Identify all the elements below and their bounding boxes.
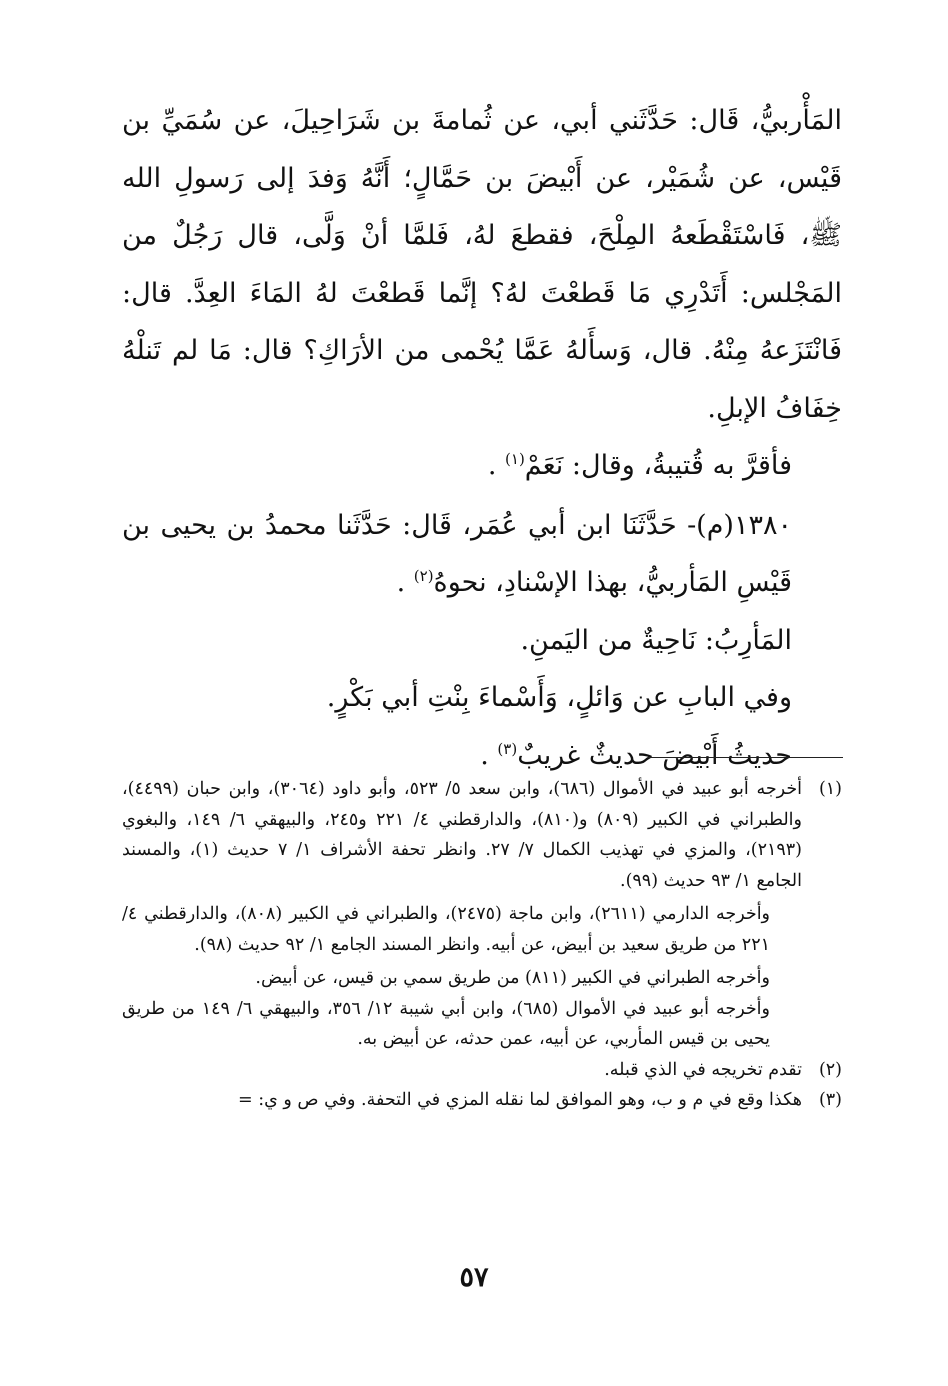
footnote-number: (١)	[818, 779, 842, 799]
footnote-1	[122, 774, 842, 1055]
footnote-body	[122, 774, 802, 1055]
chapter-note-paragraph: وفي البابِ عن وَائلٍ، وَأَسْماءَ بِنْتِ أبي بَكْرٍ.	[326, 682, 792, 713]
footnote-body	[122, 1055, 802, 1086]
footnote-3-text: هكذا وقع في م و ب، وهو الموافق لما نقله المزي في التحفة. وفي ص و ي: =	[237, 1090, 802, 1110]
narrator-note-text: فأقرَّ به قُتيبةُ، وقال: نَعَمْ	[524, 450, 792, 481]
footnote-divider	[648, 757, 843, 758]
grading-text: حديثُ أَبْيضَ حديثٌ غريبٌ	[517, 739, 792, 771]
hadith-1380-text: ١٣٨٠(م)- حَدَّثَنَا ابن أبي عُمَر، قَال: حَدَّثَنا محمدُ بن يحيى بن قَيْسِ المَأربيُّ، بهذا الإسْنادِ، نحوهُ	[122, 509, 792, 598]
footnote-3	[122, 1085, 842, 1116]
footnote-ref-3[interactable]: (٣)	[497, 739, 518, 758]
footnotes-section	[122, 774, 842, 1116]
sentence-end: .	[487, 450, 506, 481]
footnote-ref-2[interactable]: (٢)	[413, 567, 434, 585]
page-number: ٥٧	[459, 1262, 489, 1293]
footnote-1-part-a: أخرجه أبو عبيد في الأموال (٦٨٦)، وابن سعد ٥/ ٥٢٣، وأبو داود (٣٠٦٤)، وابن حبان (٤٤٩٩)، والطبراني في الكبير (٨٠٩) و(٨١٠)، والدارقطني ٤/ ٢٢١ و٢٤٥، والبيهقي ٦/ ١٤٩، والبغوي (٢١٩٣)، والمزي في تهذيب الكمال ٧/ ٢٧. وانظر تحفة الأشراف ١/ ٧ حديث (١)، والمسند الجامع ١/ ٩٣ حديث (٩٩).	[122, 779, 802, 891]
main-text	[122, 92, 842, 784]
hadith-paragraph: المَأْربيُّ، قَال: حَدَّثَني أبي، عن ثُمامةَ بن شَرَاحِيلَ، عن سُمَيِّ بن قَيْس، عن شُمَيْر، عن أَبْيضَ بن حَمَّالٍ؛ أَنَّهُ وَفدَ إلى رَسولِ الله ﷺ، فَاسْتَقْطَعهُ المِلْحَ، فقطعَ لهُ، فَلمَّا أنْ وَلَّى، قال رَجُلٌ من المَجْلس: أَتَدْرِي مَا قَطعْتَ لهُ؟ إنَّما قَطعْتَ لهُ المَاءَ العِدَّ. قال: فَانْتَزَعهُ مِنْهُ. قال، وَسأَلهُ عَمَّا يُحْمى من الأرَاكِ؟ قال: مَا لم تَنلْهُ خِفَافُ الإبلِ.	[122, 105, 842, 424]
footnote-1-part-d: وأخرجه أبو عبيد في الأموال (٦٨٥)، وابن أبي شيبة ١٢/ ٣٥٦، والبيهقي ٦/ ١٤٩ من طريق يحيى بن قيس المأربي، عن أبيه، عمن حدثه، عن أبيض به.	[122, 998, 770, 1049]
sentence-end: .	[396, 567, 414, 598]
footnote-number: (٣)	[818, 1090, 842, 1110]
footnote-1-part-c: وأخرجه الطبراني في الكبير (٨١١) من طريق سمي بن قيس، عن أبيض.	[255, 968, 770, 988]
narrator-note-paragraph	[122, 437, 842, 495]
footnote-2	[122, 1055, 842, 1086]
footnote-number: (٢)	[818, 1059, 842, 1080]
footnote-2-text: تقدم تخريجه في الذي قبله.	[604, 1059, 802, 1080]
hadith-1380-paragraph	[122, 497, 842, 612]
definition-paragraph: المَأرِبُ: نَاحِيةٌ من اليَمنِ.	[520, 624, 792, 656]
footnote-body	[122, 1085, 802, 1116]
footnote-1-part-b: وأخرجه الدارمي (٢٦١١)، وابن ماجة (٢٤٧٥)، والطبراني في الكبير (٨٠٨)، والدارقطني ٤/ ٢٢١ من طريق سعيد بن أبيض، عن أبيه. وانظر المسند الجامع ١/ ٩٢ حديث (٩٨).	[122, 904, 771, 955]
footnote-ref-1[interactable]: (١)	[505, 450, 525, 468]
sentence-end: .	[480, 739, 498, 771]
